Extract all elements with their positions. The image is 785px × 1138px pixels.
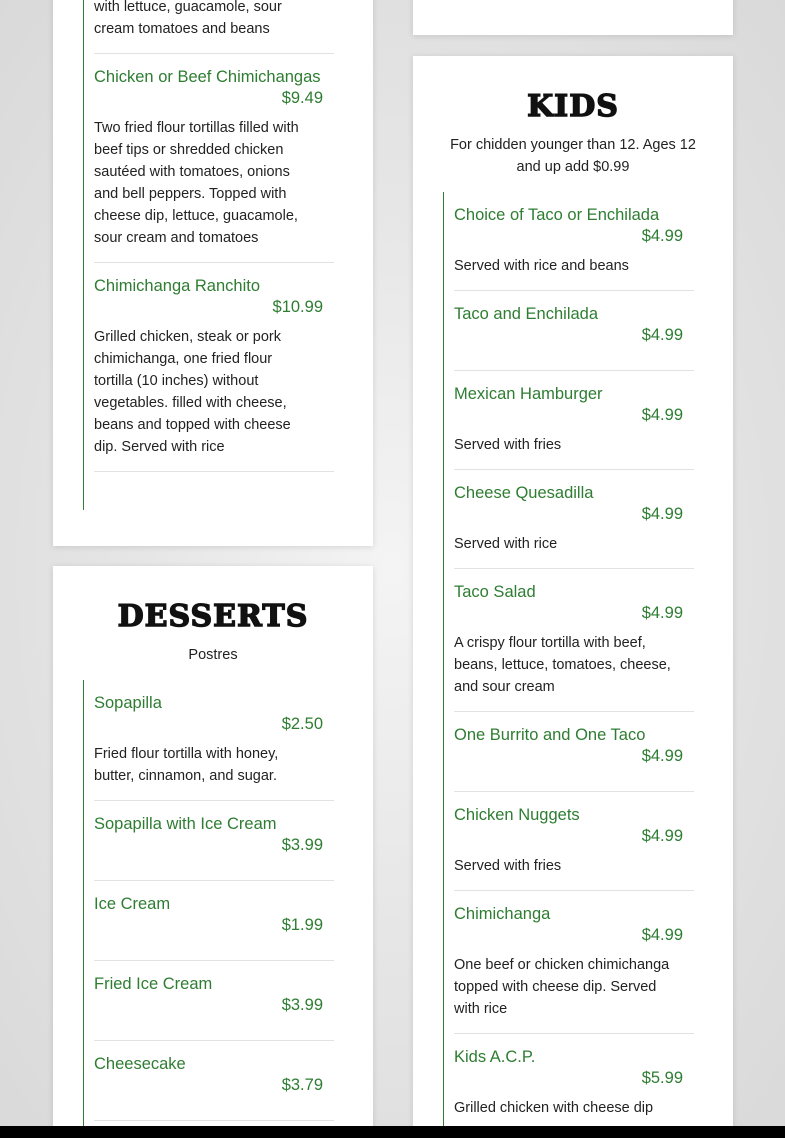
- item-name: Choice of Taco or Enchilada: [454, 206, 660, 224]
- menu-item: [454, 1034, 694, 1133]
- desserts-subtitle: Postres: [188, 647, 238, 663]
- item-description: Served with rice and beans: [454, 258, 629, 274]
- item-header: [454, 483, 694, 525]
- item-name: Ice Cream: [94, 895, 171, 913]
- item-name: Cheesecake: [94, 1055, 186, 1073]
- item-description: with lettuce, guacamole, sour cream tomatoes and beans: [94, 0, 282, 37]
- item-description: A crispy flour tortilla with beef, beans, lettuce, tomatoes, cheese, and sour cream: [454, 635, 671, 695]
- menu-item: [454, 569, 694, 712]
- menu-item-partial: [94, 0, 334, 54]
- item-price: $5.99: [641, 1069, 683, 1087]
- item-name: Fried Ice Cream: [94, 975, 213, 993]
- item-name: Mexican Hamburger: [454, 385, 603, 403]
- kids-title: KIDS: [527, 89, 619, 124]
- menu-item: [454, 371, 694, 470]
- menu-list-continued: [83, 0, 334, 510]
- item-price: $4.99: [641, 747, 683, 765]
- item-description: Served with rice: [454, 536, 558, 552]
- item-price: $4.99: [641, 505, 683, 523]
- item-description: Grilled chicken with cheese dip: [454, 1100, 654, 1116]
- kids-subtitle: For chidden younger than 12. Ages 12 and up add $0.99: [450, 137, 696, 175]
- item-header: [454, 904, 694, 946]
- menu-card-top-right: [413, 0, 733, 35]
- desserts-title: DESSERTS: [117, 599, 309, 634]
- menu-item: [454, 891, 694, 1034]
- item-price: $2.50: [281, 715, 323, 733]
- item-header: [94, 974, 334, 1016]
- menu-item: [94, 54, 334, 263]
- item-header: [454, 582, 694, 624]
- item-name: Taco Salad: [454, 583, 536, 601]
- item-name: Chimichanga Ranchito: [94, 277, 261, 295]
- item-price: $9.49: [281, 89, 323, 107]
- menu-card-continued: [53, 0, 373, 546]
- item-price: $4.99: [641, 827, 683, 845]
- item-price: $3.99: [281, 996, 323, 1014]
- desserts-card: [53, 566, 373, 1138]
- item-header: [454, 1047, 694, 1089]
- item-header: [454, 304, 694, 346]
- menu-item: [454, 712, 694, 792]
- item-price: $1.99: [281, 916, 323, 934]
- item-header: [94, 276, 334, 318]
- item-header: [454, 384, 694, 426]
- item-name: Sopapilla with Ice Cream: [94, 815, 277, 833]
- menu-item: [454, 192, 694, 291]
- item-description: Served with fries: [454, 858, 562, 874]
- item-header: [94, 693, 334, 735]
- kids-menu-list: [443, 192, 694, 1138]
- item-description: Served with fries: [454, 437, 562, 453]
- desserts-menu-list: [83, 680, 334, 1138]
- menu-item: [94, 680, 334, 801]
- bottom-bar: [0, 1126, 785, 1138]
- item-header: [454, 805, 694, 847]
- item-name: Sopapilla: [94, 694, 162, 712]
- menu-item: [94, 263, 334, 472]
- item-description: Fried flour tortilla with honey, butter, cinnamon, and sugar.: [94, 746, 279, 784]
- item-price: $3.79: [281, 1076, 323, 1094]
- item-name: Kids A.C.P.: [454, 1048, 536, 1066]
- item-header: [454, 205, 694, 247]
- menu-item: [94, 801, 334, 881]
- item-name: Chicken Nuggets: [454, 806, 580, 824]
- item-price: $4.99: [641, 926, 683, 944]
- item-name: Cheese Quesadilla: [454, 484, 594, 502]
- item-price: $10.99: [272, 298, 323, 316]
- item-price: $3.99: [281, 836, 323, 854]
- menu-item: [94, 1041, 334, 1121]
- item-price: $4.99: [641, 604, 683, 622]
- menu-item: [94, 881, 334, 961]
- menu-item: [94, 961, 334, 1041]
- item-price: $4.99: [641, 406, 683, 424]
- menu-item: [454, 291, 694, 371]
- item-description: Two fried flour tortillas filled with beef tips or shredded chicken sautéed with tomatoes, onions and bell peppers. Topped with cheese dip, lettuce, guacamole, sour cream and tomatoes: [94, 120, 299, 246]
- item-header: [94, 814, 334, 856]
- menu-item: [454, 792, 694, 891]
- item-header: [94, 67, 334, 109]
- item-name: One Burrito and One Taco: [454, 726, 646, 744]
- item-header: [94, 894, 334, 936]
- item-description: Grilled chicken, steak or pork chimichanga, one fried flour tortilla (10 inches) without vegetables. filled with cheese, beans and topped with cheese dip. Served with rice: [94, 329, 291, 455]
- item-price: $4.99: [641, 326, 683, 344]
- item-name: Chimichanga: [454, 905, 551, 923]
- item-header: [94, 1054, 334, 1096]
- item-description: One beef or chicken chimichanga topped with cheese dip. Served with rice: [454, 957, 670, 1017]
- item-price: $4.99: [641, 227, 683, 245]
- kids-card: [413, 56, 733, 1138]
- menu-item: [454, 470, 694, 569]
- item-name: Taco and Enchilada: [454, 305, 599, 323]
- item-name: Chicken or Beef Chimichangas: [94, 68, 321, 86]
- item-header: [454, 725, 694, 767]
